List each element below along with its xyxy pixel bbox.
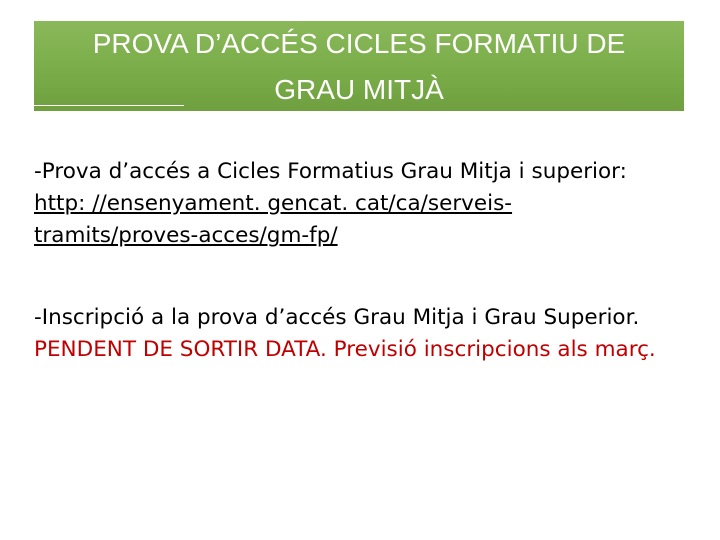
ensenyament-link[interactable] [34, 191, 512, 248]
paragraph-spacer [34, 252, 674, 302]
paragraph-prova-acces [34, 156, 674, 252]
content-body [34, 156, 674, 366]
title-bar [34, 21, 684, 111]
paragraph-1-text: -Prova d’accés a Cicles Formatius Grau Mitja i superior: [34, 159, 627, 184]
link-line-1: http: //ensenyament. gencat. cat/ca/serveis- [34, 191, 513, 216]
paragraph-inscripcio [34, 302, 674, 366]
title-underline-decoration [34, 105, 184, 106]
paragraph-2-text: -Inscripció a la prova d’accés Grau Mitja i Grau Superior. [34, 305, 640, 330]
link-line-2: tramits/proves-acces/gm-fp/ [34, 223, 338, 248]
paragraph-2-highlight: PENDENT DE SORTIR DATA. Previsió inscripcions als març. [34, 337, 656, 362]
title-line-1: PROVA D’ACCÉS CICLES FORMATIU DE [92, 28, 626, 59]
title-line-2: GRAU MITJÀ [274, 74, 444, 105]
